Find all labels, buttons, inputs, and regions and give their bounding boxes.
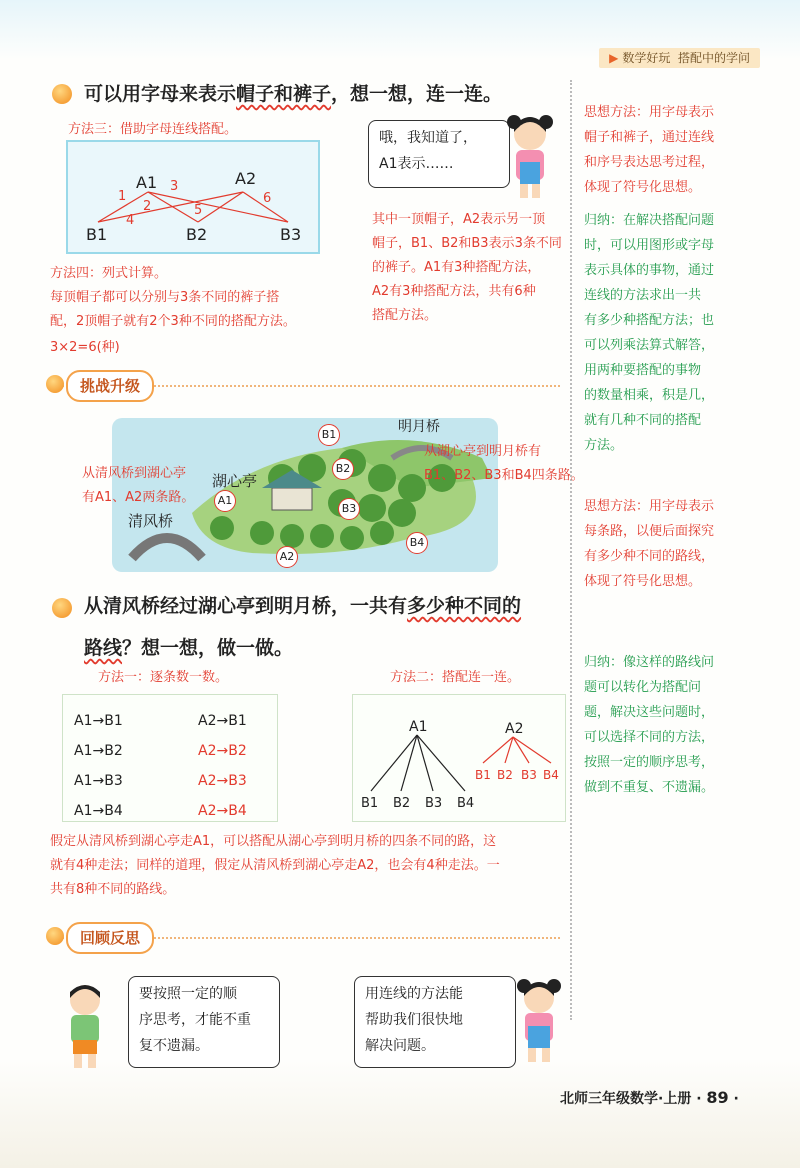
section-review: 回顾反思 — [66, 922, 154, 954]
side-note-thinking-2: 思想方法：用字母表示 每条路，以便后面探究 有多少种不同的路线， 体现了符号化思想。 — [584, 499, 715, 589]
map-note-right: 从湖心亭到明月桥有 B1、B2、B3和B4四条路。 — [424, 444, 584, 483]
method1-label: 方法一：逐条数一数。 — [98, 670, 229, 685]
route-a2-b1: A2→B1 — [198, 713, 247, 729]
tree-left-root: A1 — [409, 719, 428, 735]
method3-label: 方法三：借助字母连线搭配。 — [68, 122, 238, 137]
section-challenge: 挑战升级 — [66, 370, 154, 402]
tree-left-leaf-b3: B3 — [425, 796, 443, 811]
tree-right-root: A2 — [505, 721, 524, 737]
routes-left — [74, 706, 123, 826]
map-marker-b2: B2 — [332, 458, 354, 480]
tree-left-leaf-b4: B4 — [457, 796, 475, 811]
side-note-thinking-1: 思想方法：用字母表示 帽子和裤子，通过连线 和序号表达思考过程， 体现了符号化思想。 — [584, 105, 715, 195]
map-marker-b4: B4 — [406, 532, 428, 554]
girl-review-avatar — [514, 976, 564, 1066]
map-marker-a2: A2 — [276, 546, 298, 568]
method4-formula: 3×2=6(种) — [50, 340, 120, 355]
tree-right-leaf-b2: B2 — [497, 768, 513, 782]
map-marker-b3: B3 — [338, 498, 360, 520]
play-arrow-icon: ▶ — [609, 51, 619, 65]
footer: 北师三年级数学·上册 · 89 · — [560, 1088, 739, 1107]
question-bullet-icon — [52, 84, 72, 104]
header-section: 数学好玩 — [622, 51, 671, 65]
girl-explanation: 其中一顶帽子，A2表示另一顶 帽子，B1、B2和B3表示3条不同 的裤子。A1有3种搭配方法， A2有3种搭配方法，共有6种 搭配方法。 — [372, 212, 562, 323]
route-a2-b3: A2→B3 — [198, 773, 247, 789]
girl-speech-bubble — [368, 120, 510, 188]
diagram-top-a2: A2 — [235, 169, 257, 188]
map-label-pavilion: 湖心亭 — [212, 472, 258, 490]
method4-text: 每顶帽子都可以分别与3条不同的裤子搭 配，2顶帽子就有2个3种不同的搭配方法。 — [50, 290, 296, 329]
method3-diagram-box — [66, 140, 320, 254]
question-bullet-icon-2 — [52, 598, 72, 618]
map-note-left: 从清风桥到湖心亭 有A1、A2两条路。 — [82, 466, 195, 505]
route-a1-b1: A1→B1 — [74, 713, 123, 729]
side-note-summary-2: 归纳：像这样的路线问 题可以转化为搭配问 题，解决这些问题时， 可以选择不同的方法， 按照一定的顺序思考， 做到不重复、不遗漏。 — [584, 655, 715, 795]
girl-speech-line1: 哦，我知道了， — [379, 130, 477, 146]
tree-right-leaf-b4: B4 — [543, 768, 559, 782]
girl-avatar — [500, 112, 560, 202]
map-label-mingyue-bridge: 明月桥 — [398, 419, 440, 435]
header-tag — [599, 48, 760, 68]
side-note-summary-1: 归纳：在解决搭配问题 时，可以用图形或字母 表示具体的事物，通过 连线的方法求出一共 有多少种搭配方法；也 可以列乘法算式解答， 用两种要搭配的事物 的数量相乘，积是几， 就有几种不同的搭配 方法。 — [584, 213, 715, 453]
edge-number-2: 2 — [143, 199, 152, 214]
map-label-qingfeng-bridge: 清风桥 — [128, 512, 174, 530]
routes-right — [198, 706, 247, 826]
boy-speech-bubble: 要按照一定的顺 序思考，才能不重 复不遗漏。 — [128, 976, 280, 1068]
diagram-bottom-b1: B1 — [86, 225, 108, 244]
tree-left-leaf-b1: B1 — [361, 796, 379, 811]
route-a1-b3: A1→B3 — [74, 773, 123, 789]
diagram-top-a1: A1 — [136, 173, 158, 192]
map-marker-a1: A1 — [214, 490, 236, 512]
route-a2-b4: A2→B4 — [198, 803, 247, 819]
section-bullet-icon-2 — [46, 927, 64, 945]
page-number: 89 — [706, 1088, 729, 1107]
tree-right-leaf-b3: B3 — [521, 768, 537, 782]
tree-left-leaf-b2: B2 — [393, 796, 411, 811]
method2-tree — [353, 695, 565, 821]
method2-label: 方法二：搭配连一连。 — [390, 670, 521, 685]
edge-number-5: 5 — [194, 203, 203, 218]
bottom-background — [0, 1060, 800, 1168]
edge-number-3: 3 — [170, 179, 179, 194]
route-a1-b2: A1→B2 — [74, 743, 123, 759]
footer-book-title: 北师三年级数学·上册 — [560, 1091, 692, 1107]
q2-explanation: 假定从清风桥到湖心亭走A1，可以搭配从湖心亭到明月桥的四条不同的路，这 就有4种走法；同样的道理，假定从清风桥到湖心亭走A2，也会有4种走法。一 共有8种不同的路线。 — [50, 834, 500, 897]
method3-diagram — [68, 142, 318, 252]
edge-number-4: 4 — [126, 213, 135, 228]
tree-right-leaf-b1: B1 — [475, 768, 491, 782]
girl-review-speech-bubble: 用连线的方法能 帮助我们很快地 解决问题。 — [354, 976, 516, 1068]
diagram-bottom-b3: B3 — [280, 225, 302, 244]
route-a1-b4: A1→B4 — [74, 803, 123, 819]
diagram-bottom-b2: B2 — [186, 225, 208, 244]
method4-label: 方法四：列式计算。 — [50, 266, 168, 281]
boy-avatar — [60, 980, 110, 1070]
girl-speech-line2: A1表示…… — [379, 156, 454, 172]
edge-number-1: 1 — [118, 189, 127, 204]
question-2: 从清风桥经过湖心亭到明月桥，一共有多少种不同的 路线？想一想，做一做。 — [84, 595, 522, 659]
map-marker-b1: B1 — [318, 424, 340, 446]
route-a2-b2: A2→B2 — [198, 743, 247, 759]
method2-box — [352, 694, 566, 822]
edge-number-6: 6 — [263, 191, 272, 206]
question-1: 可以用字母来表示帽子和裤子，想一想，连一连。 — [84, 83, 503, 105]
header-title: 搭配中的学问 — [677, 51, 750, 65]
section-bullet-icon — [46, 375, 64, 393]
